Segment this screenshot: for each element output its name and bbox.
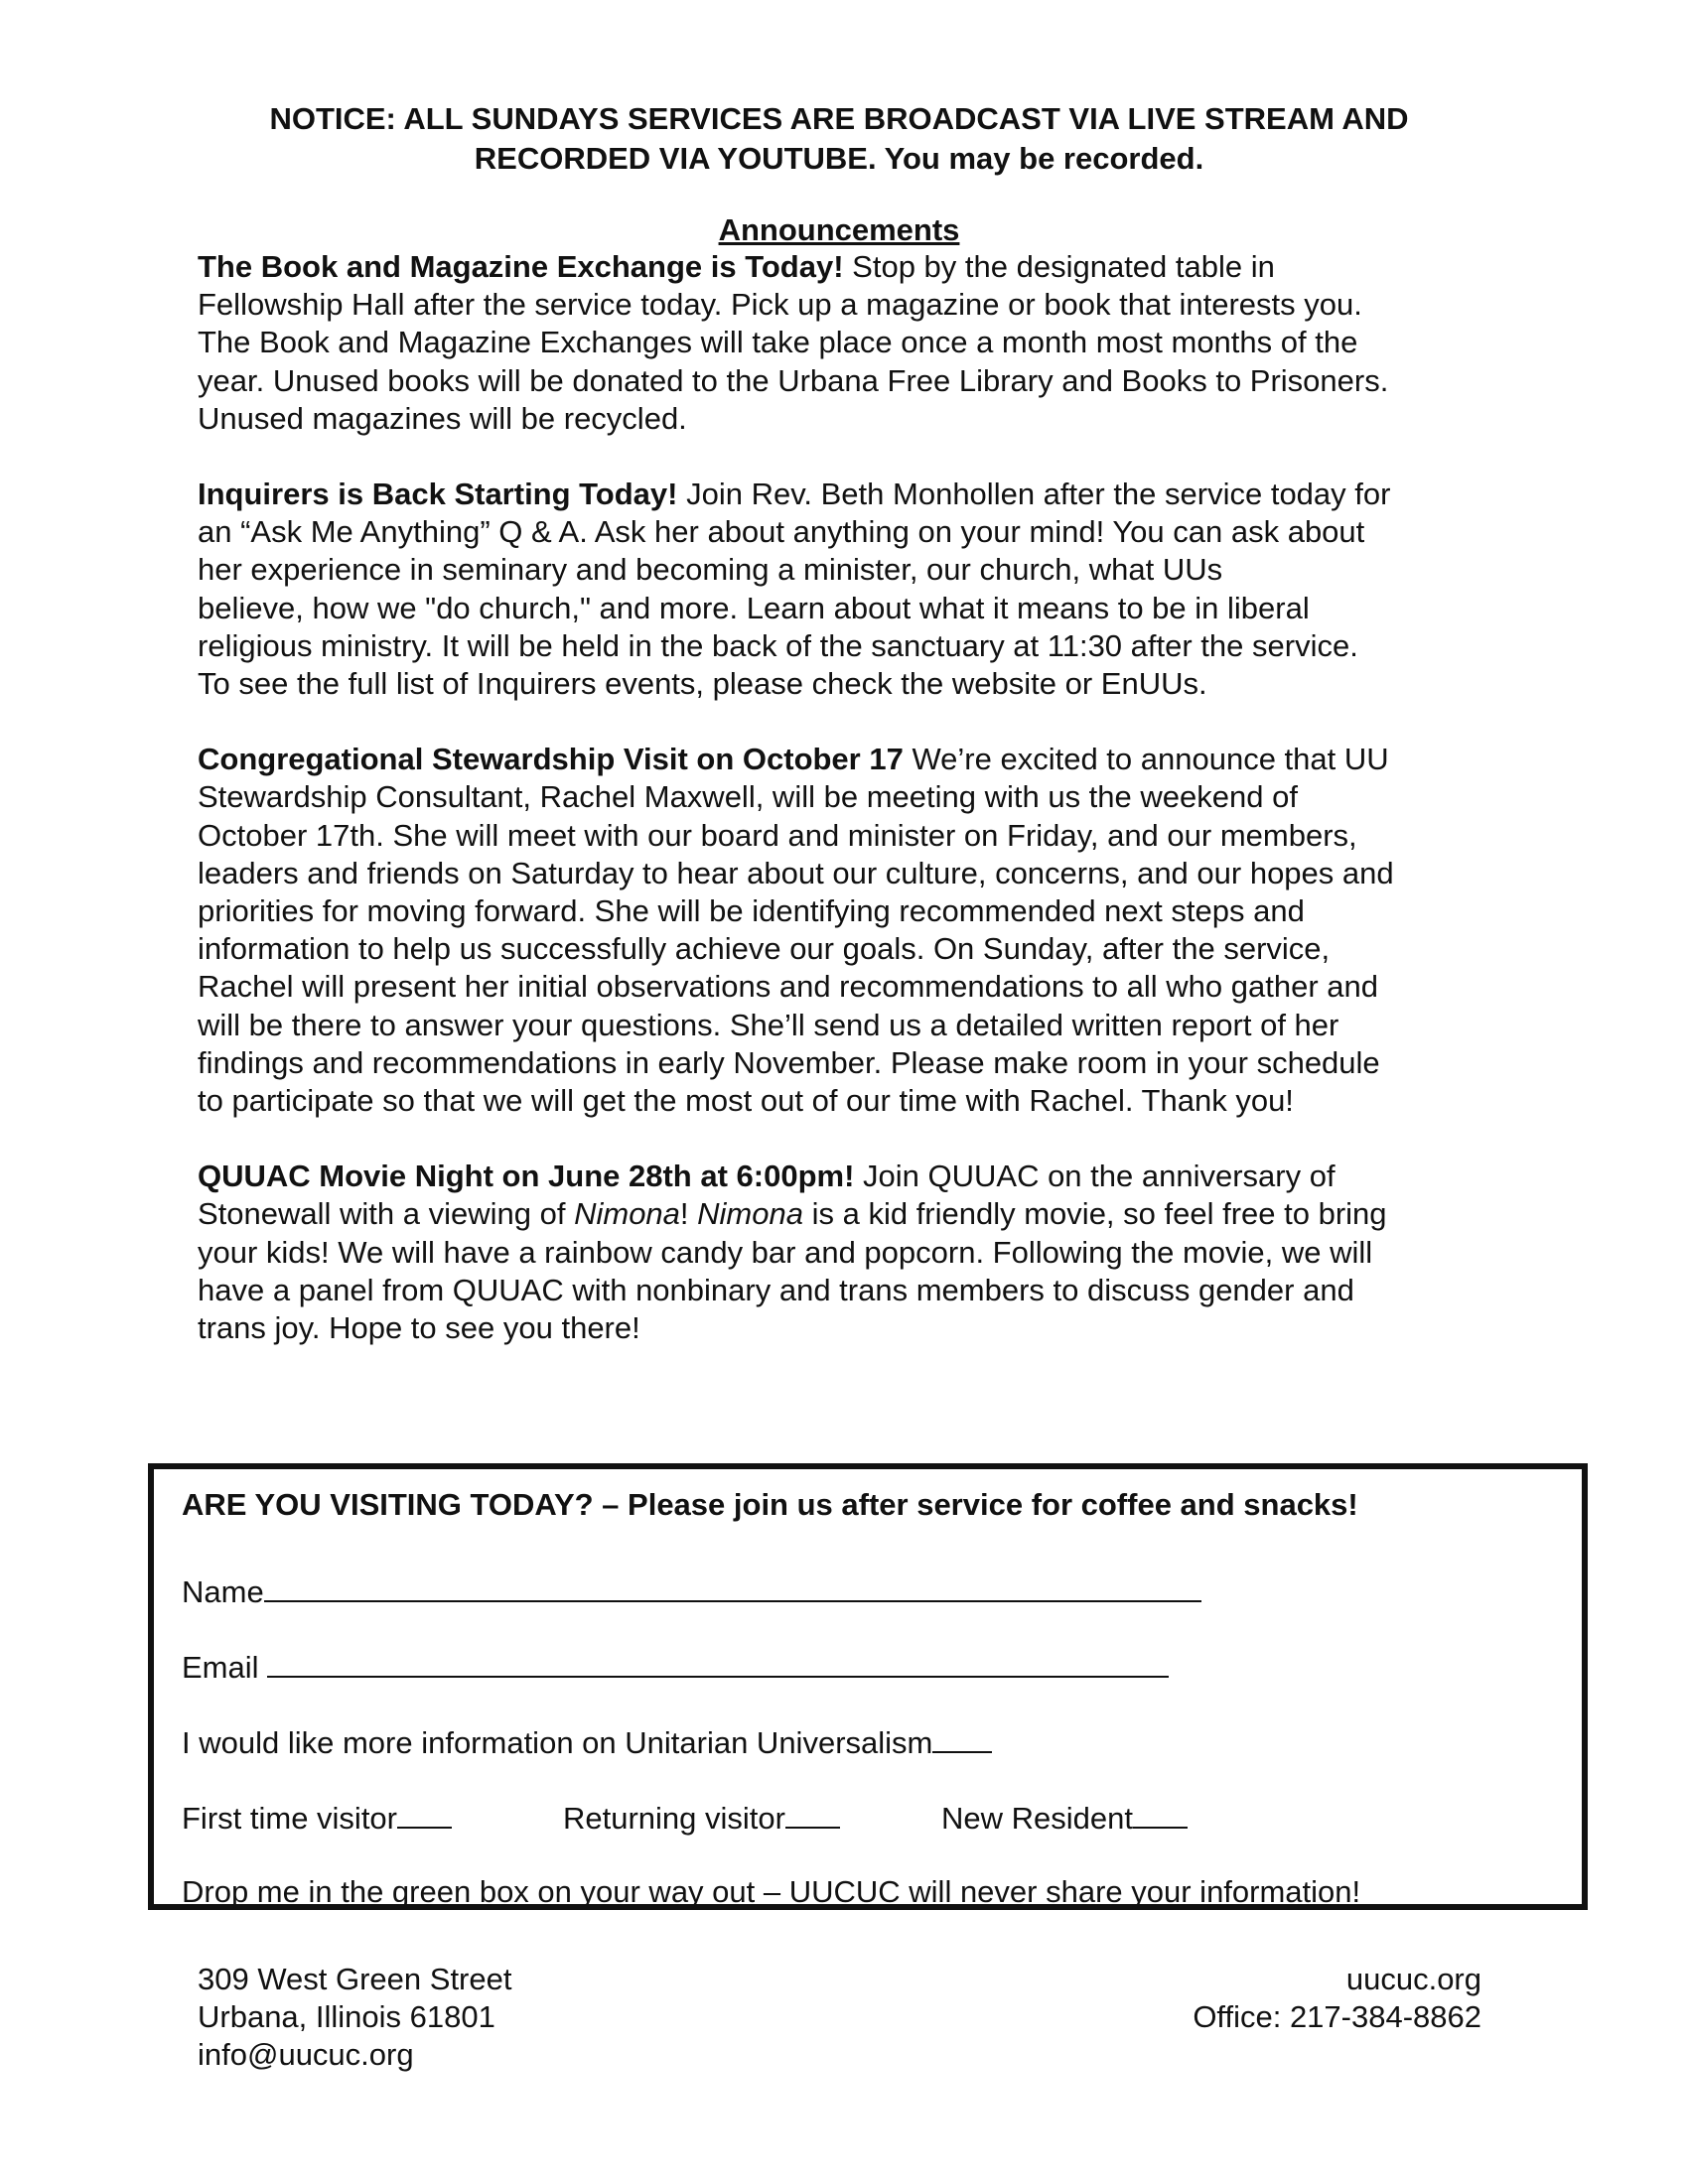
announcement-text: trans joy. Hope to see you there! [198,1310,640,1346]
announcement-text: have a panel from QUUAC with nonbinary and trans members to discuss gender and [198,1272,1354,1307]
website: uucuc.org [1345,1962,1481,1996]
announcement-text: will be there to answer your questions. She’ll send us a detailed written report of her [198,1007,1339,1042]
announcement-text: to participate so that we will get the most out of our time with Rachel. Thank you! [198,1083,1294,1119]
church-contact [1193,1961,1481,2036]
announcement-text: Rachel will present her initial observations and recommendations to all who gather and [198,969,1378,1005]
movie-title: Nimona [574,1196,680,1232]
announcement-text: Join QUUAC on the anniversary of [854,1159,1336,1194]
returning-visitor-label: Returning visitor [563,1801,785,1836]
email-row [182,1648,1169,1686]
announcement-stewardship [198,741,1488,1120]
drop-note-row [182,1874,1360,1910]
announcement-inquirers [198,476,1488,703]
announcement-text: We’re excited to announce that UU [903,742,1389,777]
office-phone: Office: 217-384-8862 [1193,1999,1481,2034]
notice-line-2: RECORDED VIA YOUTUBE. You may be recorded. [474,141,1204,176]
announcement-text: leaders and friends on Saturday to hear about our culture, concerns, and our hopes and [198,855,1394,890]
email-field[interactable] [267,1648,1169,1678]
visitor-type-row [182,1799,1188,1837]
announcement-title: QUUAC Movie Night on June 28th at 6:00pm! [198,1159,855,1194]
movie-title: Nimona [697,1196,803,1232]
announcement-text: Stop by the designated table in [843,249,1275,284]
announcement-text: Unused magazines will be recycled. [198,400,687,436]
announcement-text: Stonewall with a viewing of [198,1196,575,1232]
address-city: Urbana, Illinois 61801 [198,1999,495,2034]
name-label: Name [182,1574,264,1609]
new-resident-option [941,1799,1188,1837]
contact-email: info@uucuc.org [198,2037,414,2072]
returning-visitor-option [563,1799,840,1837]
announcement-text: an “Ask Me Anything” Q & A. Ask her about anything on your mind! You can ask about [198,514,1365,550]
announcement-text: religious ministry. It will be held in the back of the sanctuary at 11:30 after the service. [198,627,1358,663]
announcement-title: Congregational Stewardship Visit on October 17 [198,742,904,777]
announcements-heading: Announcements [718,212,960,247]
announcement-text: The Book and Magazine Exchanges will take place once a month most months of the [198,325,1358,360]
name-row [182,1572,1201,1610]
first-time-visitor-label: First time visitor [182,1801,397,1836]
new-resident-label: New Resident [940,1801,1133,1836]
announcement-text: her experience in seminary and becoming a minister, our church, what UUs [198,552,1223,588]
info-request-checkbox[interactable] [932,1723,992,1753]
announcement-text: believe, how we "do church," and more. Learn about what it means to be in liberal [198,590,1310,625]
announcements-list [198,248,1488,1385]
announcement-text: ! [679,1196,698,1232]
announcement-text: Stewardship Consultant, Rachel Maxwell, will be meeting with us the weekend of [198,779,1298,815]
announcement-text: your kids! We will have a rainbow candy bar and popcorn. Following the movie, we will [198,1234,1373,1270]
announcement-title: Inquirers is Back Starting Today! [198,477,678,512]
email-label: Email [182,1650,259,1685]
announcement-text: October 17th. She will meet with our board and minister on Friday, and our members, [198,817,1357,853]
announcement-text: findings and recommendations in early November. Please make room in your schedule [198,1044,1380,1080]
announcement-text: year. Unused books will be donated to the Urbana Free Library and Books to Prisoners. [198,362,1389,398]
visitor-form [148,1463,1588,1910]
announcement-title: The Book and Magazine Exchange is Today! [198,249,844,284]
returning-visitor-checkbox[interactable] [785,1799,840,1829]
notice-line-1: NOTICE: ALL SUNDAYS SERVICES ARE BROADCAST VIA LIVE STREAM AND [269,101,1409,136]
info-request-row [182,1723,992,1761]
info-request-label: I would like more information on Unitarian Universalism [182,1725,933,1760]
church-address [198,1961,511,2074]
announcement-text: information to help us successfully achieve our goals. On Sunday, after the service, [198,931,1331,967]
announcement-text: is a kid friendly movie, so feel free to bring [802,1196,1387,1232]
broadcast-notice [179,99,1499,179]
first-time-visitor-option [182,1799,452,1837]
address-street: 309 West Green Street [198,1962,512,1996]
first-time-visitor-checkbox[interactable] [397,1799,452,1829]
announcement-book-exchange [198,248,1488,438]
name-field[interactable] [264,1572,1201,1602]
announcement-text: To see the full list of Inquirers events, please check the website or EnUUs. [198,666,1207,702]
announcement-text: Fellowship Hall after the service today. Pick up a magazine or book that interests you. [198,287,1362,323]
drop-note: Drop me in the green box on your way out – UUCUC will never share your information! [182,1874,1361,1909]
new-resident-checkbox[interactable] [1133,1799,1188,1829]
visitor-form-title: ARE YOU VISITING TODAY? – Please join us after service for coffee and snacks! [182,1487,1358,1522]
announcement-text: priorities for moving forward. She will be identifying recommended next steps and [198,893,1305,929]
announcement-text: Join Rev. Beth Monhollen after the service today for [677,477,1391,512]
announcement-movie-night [198,1158,1488,1347]
